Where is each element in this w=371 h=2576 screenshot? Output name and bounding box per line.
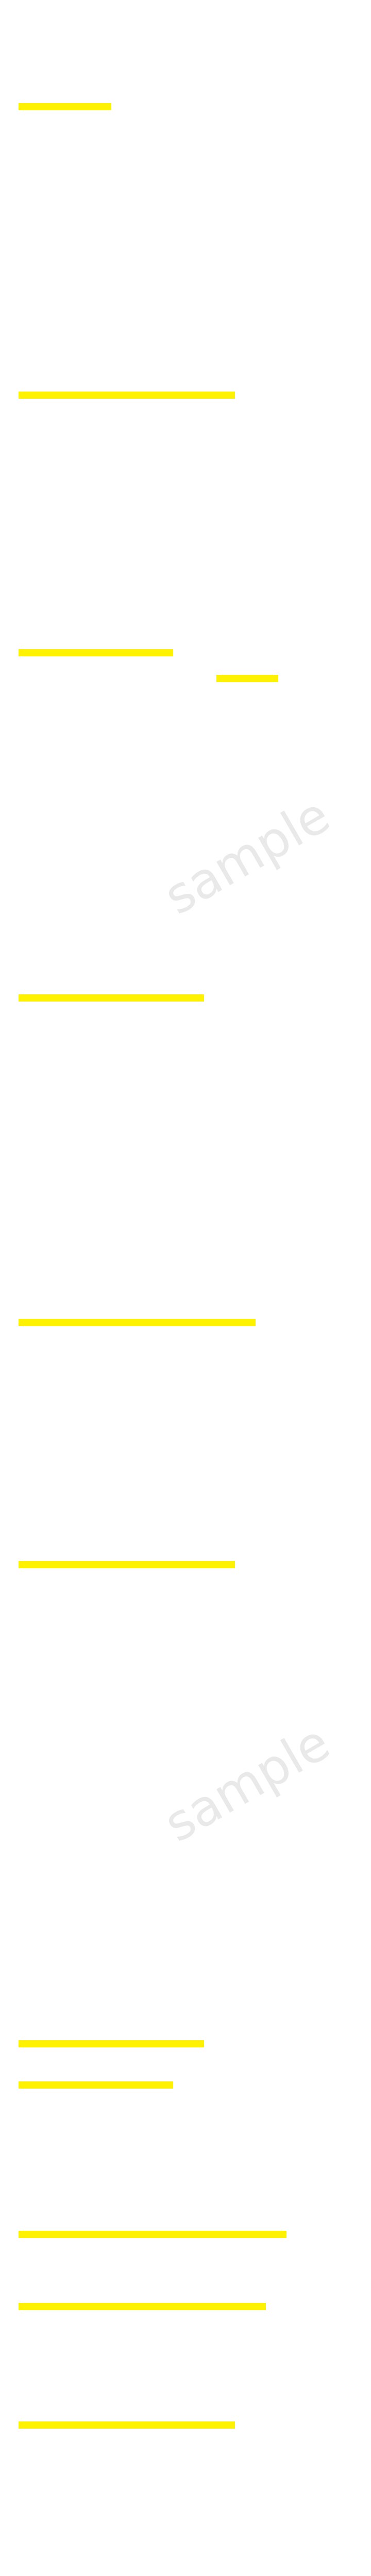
highlight-band (19, 2421, 235, 2429)
highlight-band (19, 2303, 266, 2310)
watermark-text: sample (155, 1713, 340, 1853)
highlight-band (19, 2081, 173, 2089)
highlight-band (19, 392, 235, 399)
highlight-band (216, 675, 278, 682)
highlight-band (19, 649, 173, 656)
highlight-band (19, 1319, 256, 1326)
highlight-band (19, 103, 111, 110)
watermark-text: sample (155, 786, 340, 926)
highlight-band (19, 2231, 286, 2238)
highlight-band (19, 2040, 204, 2047)
highlight-band (19, 1561, 235, 1568)
highlight-band (19, 994, 204, 1002)
